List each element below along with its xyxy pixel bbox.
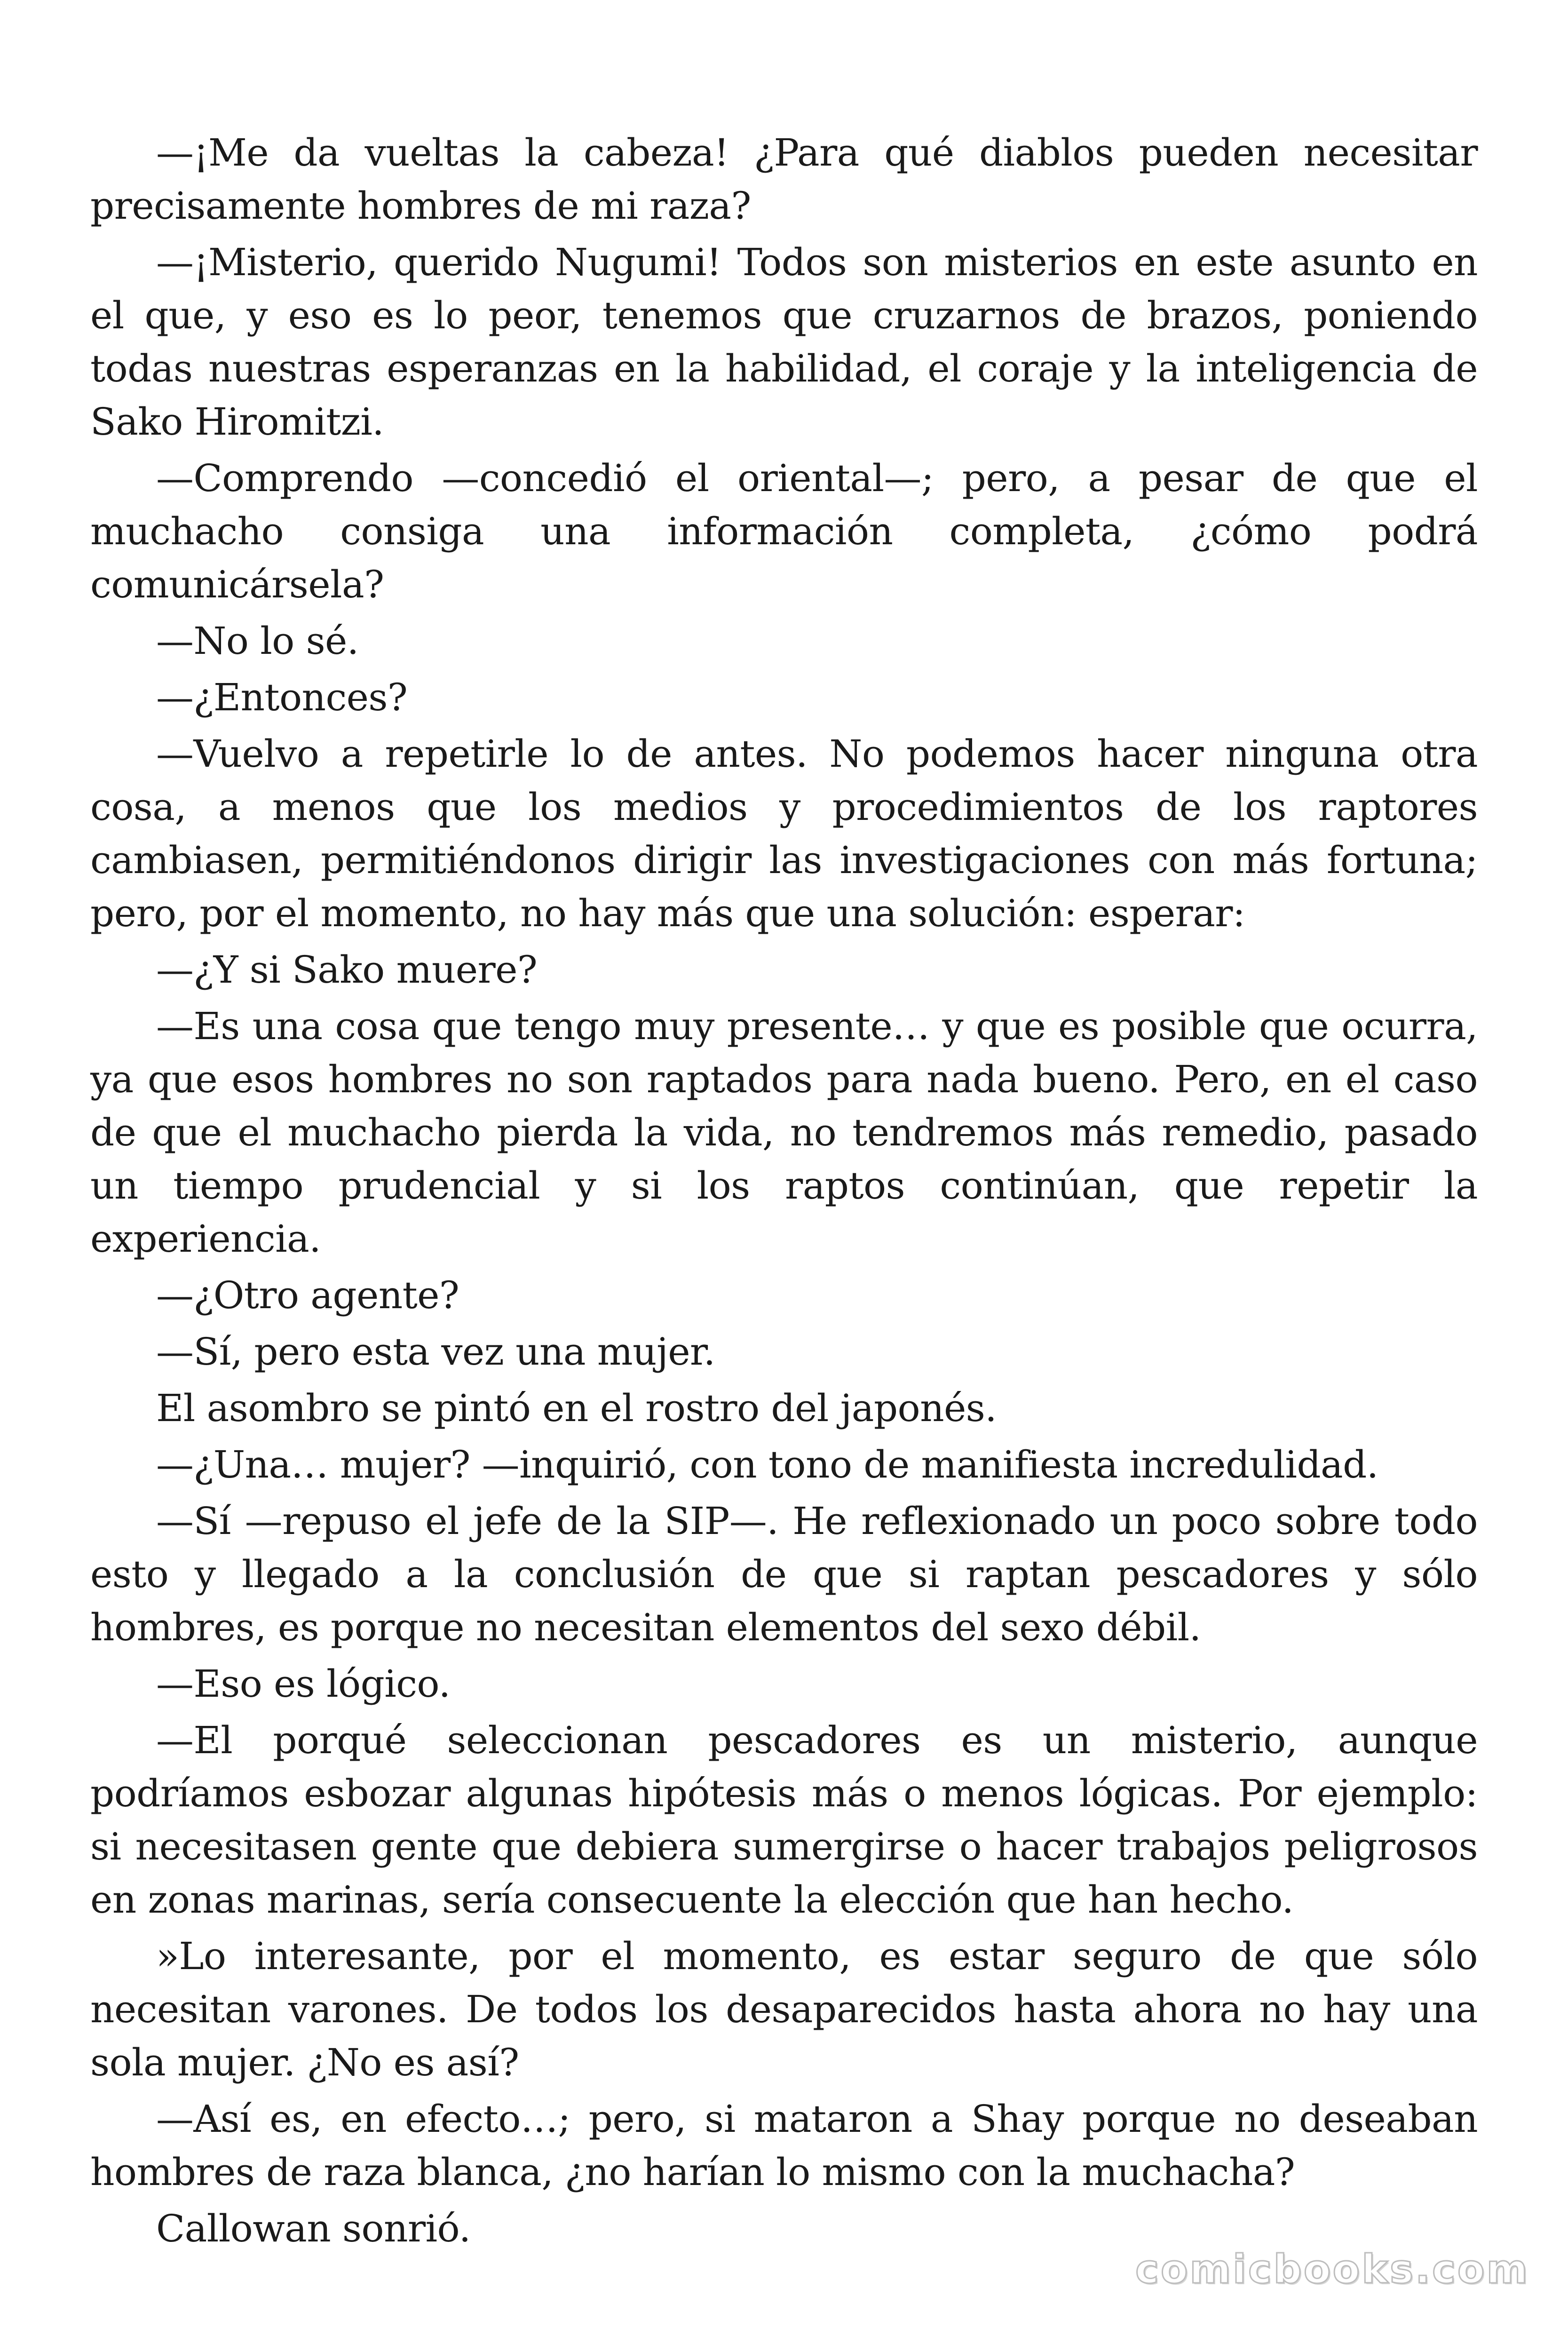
book-page-body bbox=[90, 126, 1478, 2258]
paragraph-4: —No lo sé. bbox=[156, 619, 359, 663]
paragraph-7: —¿Y si Sako muere? bbox=[156, 948, 538, 992]
paragraph-10: —Sí, pero esta vez una mujer. bbox=[156, 1330, 715, 1374]
paragraph-11: El asombro se pintó en el rostro del japonés. bbox=[156, 1386, 997, 1430]
paragraph-5: —¿Entonces? bbox=[156, 675, 408, 719]
paragraph-14: —Eso es lógico. bbox=[156, 1662, 451, 1706]
paragraph-2: —¡Misterio, querido Nugumi! Todos son misterios en este asunto en el que, y eso es lo peor, tenemos que cruzarnos de brazos, poniendo todas nuestras esperanzas en la habilidad, el coraje y la inteligencia de Sako Hiromitzi. bbox=[90, 240, 1478, 444]
paragraph-1: —¡Me da vueltas la cabeza! ¿Para qué diablos pueden necesitar precisamente hombres de mi raza? bbox=[90, 131, 1478, 228]
paragraph-9: —¿Otro agente? bbox=[156, 1273, 459, 1317]
paragraph-3: —Comprendo —concedió el oriental—; pero, a pesar de que el muchacho consiga una información completa, ¿cómo podrá comunicársela? bbox=[90, 456, 1478, 606]
paragraph-13: —Sí —repuso el jefe de la SIP—. He reflexionado un poco sobre todo esto y llegado a la conclusión de que si raptan pescadores y sólo hombres, es porque no necesitan elementos del sexo débil. bbox=[90, 1499, 1478, 1649]
paragraph-16: »Lo interesante, por el momento, es estar seguro de que sólo necesitan varones. De todos los desaparecidos hasta ahora no hay una sola mujer. ¿No es así? bbox=[90, 1934, 1478, 2084]
paragraph-15: —El porqué seleccionan pescadores es un misterio, aunque podríamos esbozar algunas hipótesis más o menos lógicas. Por ejemplo: si necesitasen gente que debiera sumergirse o hacer trabajos peligrosos en zonas marinas, sería consecuente la elección que han hecho. bbox=[90, 1718, 1478, 1922]
site-watermark: comicbooks.com bbox=[1135, 2246, 1529, 2292]
paragraph-8: —Es una cosa que tengo muy presente… y que es posible que ocurra, ya que esos hombres no son raptados para nada bueno. Pero, en el caso de que el muchacho pierda la vida, no tendremos más remedio, pasado un tiempo prudencial y si los raptos continúan, que repetir la experiencia. bbox=[90, 1004, 1478, 1261]
paragraph-6: —Vuelvo a repetirle lo de antes. No podemos hacer ninguna otra cosa, a menos que los medios y procedimientos de los raptores cambiasen, permitiéndonos dirigir las investigaciones con más fortuna; pero, por el momento, no hay más que una solución: esperar: bbox=[90, 732, 1478, 935]
paragraph-18: Callowan sonrió. bbox=[156, 2207, 471, 2250]
paragraph-17: —Así es, en efecto…; pero, si mataron a Shay porque no deseaban hombres de raza blanca, ¿no harían lo mismo con la muchacha? bbox=[90, 2097, 1478, 2194]
paragraph-12: —¿Una… mujer? —inquirió, con tono de manifiesta incredulidad. bbox=[156, 1443, 1378, 1486]
